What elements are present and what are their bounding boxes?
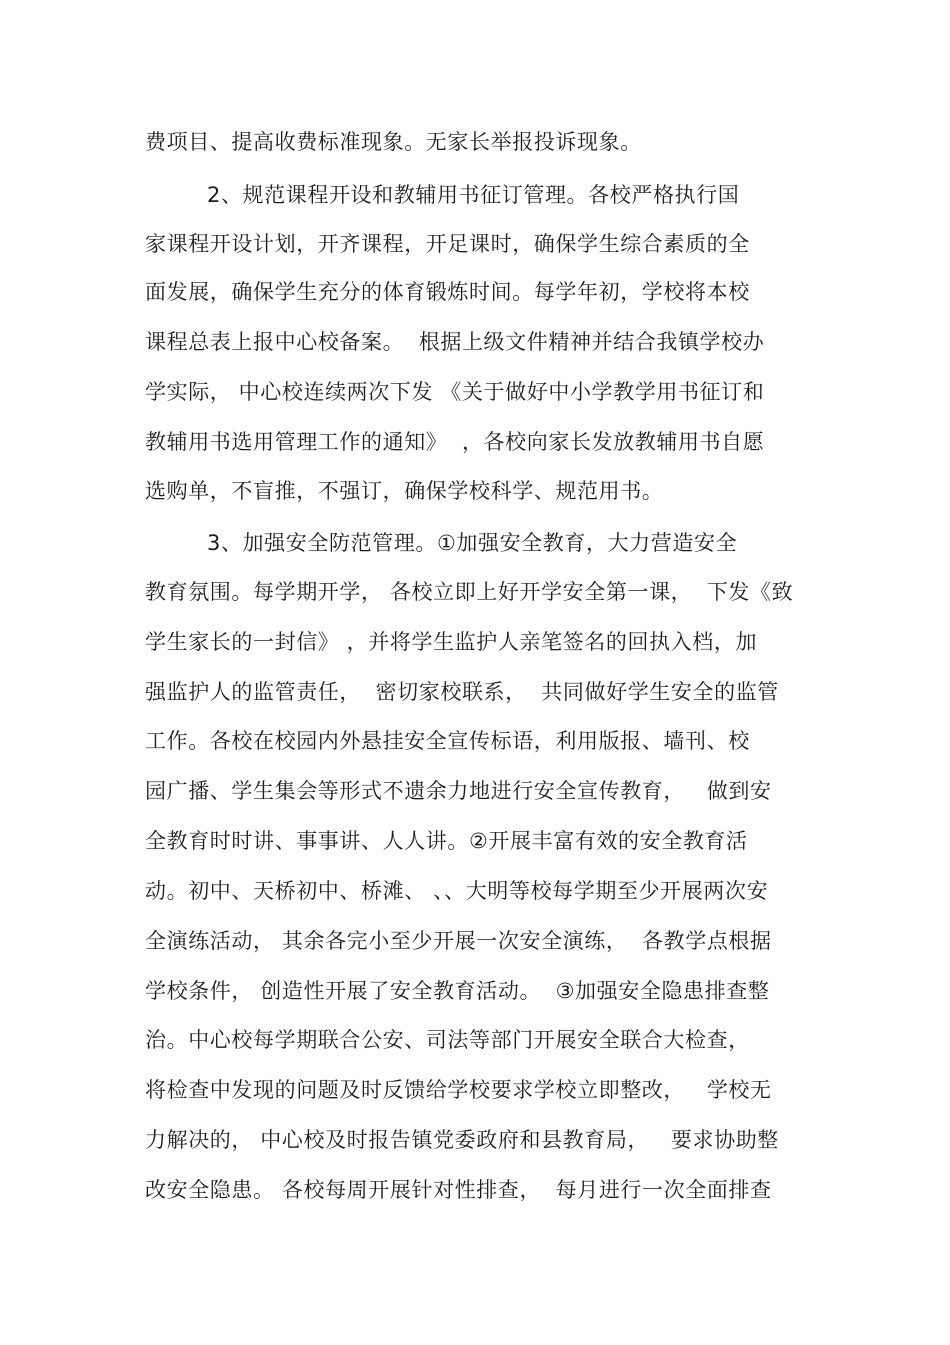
text-line: 将检查中发现的问题及时反馈给学校要求学校立即整改， 学校无 (145, 1078, 772, 1102)
text-line: 教育氛围。每学期开学， 各校立即上好开学安全第一课， 下发《致 (145, 580, 794, 604)
text-line: 园广播、学生集会等形式不遗余力地进行安全宣传教育， 做到安 (145, 779, 772, 803)
text-line: 学校条件， 创造性开展了安全教育活动。 ③加强安全隐患排查整 (145, 979, 770, 1003)
text-line: 强监护人的监管责任， 密切家校联系， 共同做好学生安全的监管 (145, 680, 779, 704)
text-line: 课程总表上报中心校备案。 根据上级文件精神并结合我镇学校办 (145, 330, 765, 354)
text-line: 教辅用书选用管理工作的通知》 ，各校向家长发放教辅用书自愿 (145, 430, 765, 454)
text-line: 学实际， 中心校连续两次下发 《关于做好中小学教学用书征订和 (145, 380, 765, 404)
text-line: 费项目、提高收费标准现象。无家长举报投诉现象。 (145, 130, 642, 154)
text-line: 家课程开设计划，开齐课程，开足课时，确保学生综合素质的全 (145, 232, 750, 256)
text-line: 全演练活动， 其余各完小至少开展一次安全演练， 各教学点根据 (145, 929, 772, 953)
text-line: 面发展，确保学生充分的体育锻炼时间。每学年初，学校将本校 (145, 280, 750, 304)
text-line: 学生家长的一封信》 ，并将学生监护人亲笔签名的回执入档，加 (145, 630, 758, 654)
paragraph-heading-3: 3、加强安全防范管理。①加强安全教育，大力营造安全 (207, 531, 738, 555)
text-line: 全教育时时讲、事事讲、人人讲。②开展丰富有效的安全教育活 (145, 829, 748, 853)
text-line: 力解决的， 中心校及时报告镇党委政府和县教育局， 要求协助整 (145, 1128, 779, 1152)
text-line: 动。初中、天桥初中、桥滩、 、、大明等校每学期至少开展两次安 (145, 879, 769, 903)
text-line: 选购单，不盲推，不强订，确保学校科学、规范用书。 (145, 479, 664, 503)
text-line: 改安全隐患。 各校每周开展针对性排查， 每月进行一次全面排查 (145, 1178, 772, 1202)
paragraph-heading-2: 2、规范课程开设和教辅用书征订管理。各校严格执行国 (207, 183, 740, 207)
text-line: 工作。各校在校园内外悬挂安全宣传标语，利用版报、墙刊、校 (145, 729, 750, 753)
text-line: 治。中心校每学期联合公安、司法等部门开展安全联合大检查， (145, 1028, 750, 1052)
